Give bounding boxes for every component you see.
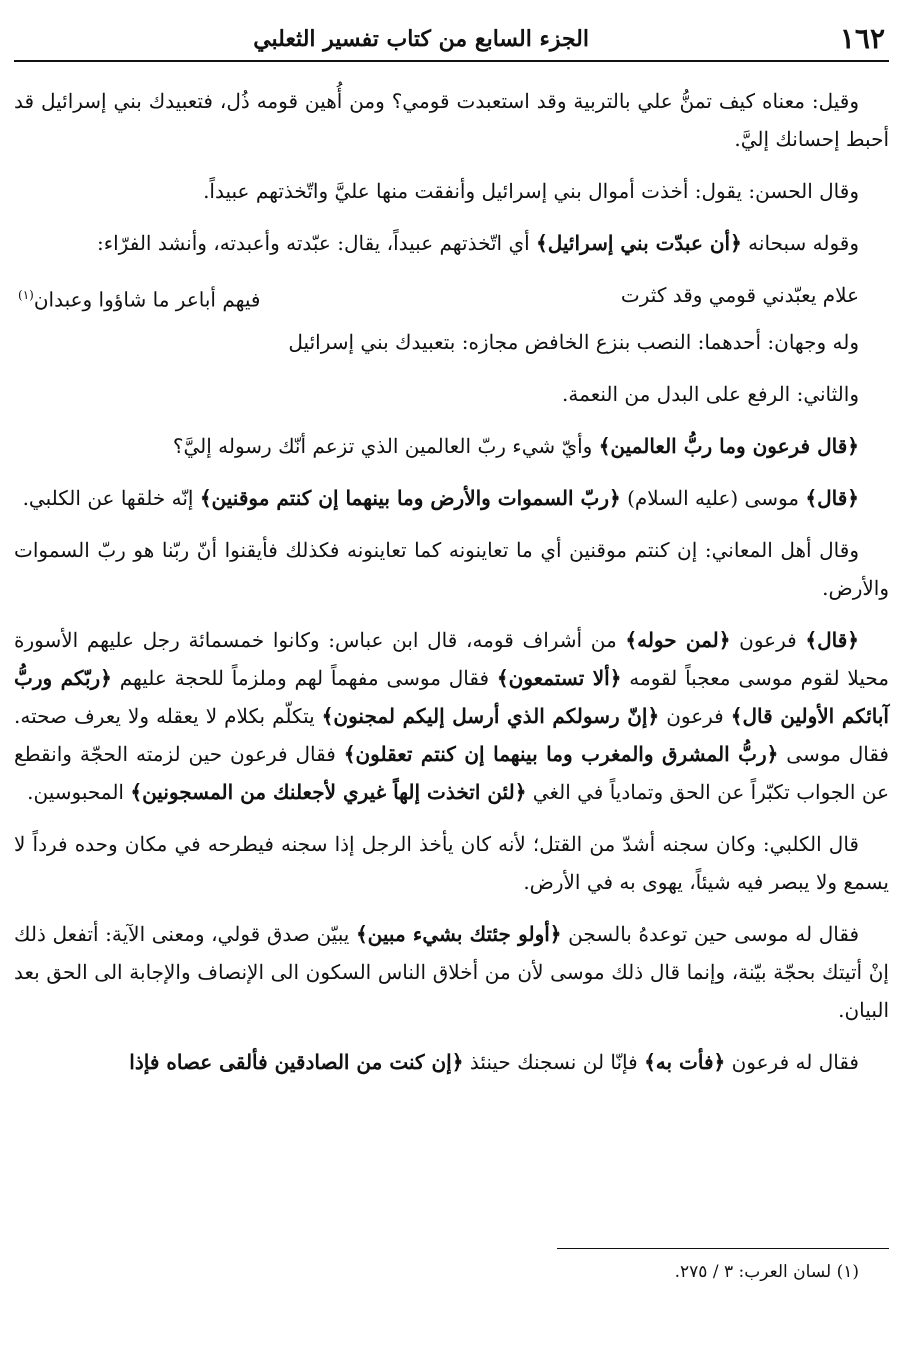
quran-quote: ﴿أن عبدّت بني إسرائيل﴾ [536,231,742,255]
paragraph: فقال له فرعون ﴿فأت به﴾ فإنّا لن نسجنك حينئذ ﴿إن كنت من الصادقين فألقى عصاه فإذا [129,1049,859,1074]
quran-quote: ﴿قال﴾ [805,627,859,652]
footnote: (١) لسان العرب: ٣ / ٢٧٥. [674,1262,859,1282]
quran-quote: ﴿ربّ السموات والأرض وما بينهما إن كنتم موقنين﴾ [199,485,621,510]
quran-quote: ﴿إنّ رسولكم الذي أرسل إليكم لمجنون﴾ [321,703,660,728]
quran-quote: ﴿ألا تستمعون﴾ [496,665,622,690]
quran-quote: ﴿لمن حوله﴾ [625,627,731,652]
verse-second-hemistich: فيهم أباعر ما شاؤوا وعبدان$^{(١)}$ [18,287,261,312]
footnote-divider [557,1248,889,1249]
quran-quote: ﴿قال﴾ [805,485,859,510]
paragraph: والثاني: الرفع على البدل من النعمة. [562,381,859,406]
quran-quote: ﴿قال فرعون وما ربُّ العالمين﴾ [598,433,859,458]
paragraph: وقيل: معناه كيف تمنُّ علي بالتربية وقد استعبدت قومي؟ ومن أُهين قومه ذُل، فتعبيدك بني إسرائيل قد أحبط إحسانك إليَّ. [14,89,889,151]
paragraph: وله وجهان: أحدهما: النصب بنزع الخافض مجازه: بتعبيدك بني إسرائيل [288,329,859,354]
paragraph: وقال الحسن: يقول: أخذت أموال بني إسرائيل وأنفقت منها عليَّ واتّخذتهم عبيداً. [203,179,859,203]
quran-quote: ﴿ربّكم وربُّ آبائكم الأولين قال﴾ [14,665,889,728]
quran-quote: ﴿أولو جئتك بشيء مبين﴾ [355,921,562,946]
paragraph: وقوله سبحانه ﴿أن عبدّت بني إسرائيل﴾ أي اتّخذتهم عبيداً، يقال: عبّدته وأعبدته، وأنشد الفرّاء: [96,231,859,255]
running-title: الجزء السابع من كتاب تفسير الثعلبي [253,26,589,52]
quran-quote: ﴿لئن اتخذت إلهاً غيري لأجعلنك من المسجونين﴾ [130,779,527,804]
body-text [14,82,889,1095]
paragraph: وقال أهل المعاني: إن كنتم موقنين أي ما تعاينونه كما تعاينونه فكذلك فأيقنوا أنّ ربّنا هو ربّ السموات والأرض. [14,537,889,600]
paragraph: قال الكلبي: وكان سجنه أشدّ من القتل؛ لأنه كان يأخذ الرجل إذا سجنه فيطرحه في مكان وحده فرداً لا يسمع ولا يبصر فيه شيئاً، يهوى به في الأرض. [14,831,889,894]
quran-quote: ﴿إن كنت من الصادقين فألقى عصاه فإذا [129,1049,464,1074]
verse-first-hemistich: علام يعبّدني قومي وقد كثرت [620,283,859,307]
paragraph: ﴿قال﴾ موسى (عليه السلام) ﴿ربّ السموات والأرض وما بينهما إن كنتم موقنين﴾ إنّه خلقها عن الكلبي. [22,485,859,510]
paragraph: ﴿قال فرعون وما ربُّ العالمين﴾ وأيّ شيء ربّ العالمين الذي تزعم أنّك رسوله إليَّ؟ [172,433,859,458]
poetry-verse [14,276,889,319]
paragraph: ﴿قال﴾ فرعون ﴿لمن حوله﴾ من أشراف قومه، قال ابن عباس: وكانوا خمسمائة رجل عليهم الأسورة محيلا لقوم موسى معجباً لقومه ﴿ألا تستمعون﴾ فقال موسى مفهماً لهم وملزماً للحجة عليهم ﴿ربّكم وربُّ آبائكم الأولين قال﴾ فرعون ﴿إنّ رسولكم الذي أرسل إليكم لمجنون﴾ يتكلّم بكلام لا يعقله ولا يعرف صحته. فقال موسى ﴿ربُّ المشرق والمغرب وما بينهما إن كنتم تعقلون﴾ فقال فرعون حين لزمته الحجّة وانقطع عن الجواب تكبّراً عن الحق وتمادياً في الغي ﴿لئن اتخذت إلهاً غيري لأجعلنك من المسجونين﴾ المحبوسين. [14,627,889,804]
page-header [14,22,889,62]
quran-quote: ﴿فأت به﴾ [644,1049,726,1074]
paragraph: فقال له موسى حين توعدهُ بالسجن ﴿أولو جئتك بشيء مبين﴾ يبيّن صدق قولي، ومعنى الآية: أتفعل ذلك إنْ أتيتك بحجّة بيّنة، وإنما قال ذلك موسى لأن من أخلاق الناس السكون الى الإنصاف والإجابة الى الحق بعد البيان. [14,921,889,1022]
footnote-marker: (١) [18,288,34,302]
quran-quote: ﴿ربُّ المشرق والمغرب وما بينهما إن كنتم تعقلون﴾ [343,741,779,766]
page-number: ١٦٢ [839,22,885,55]
